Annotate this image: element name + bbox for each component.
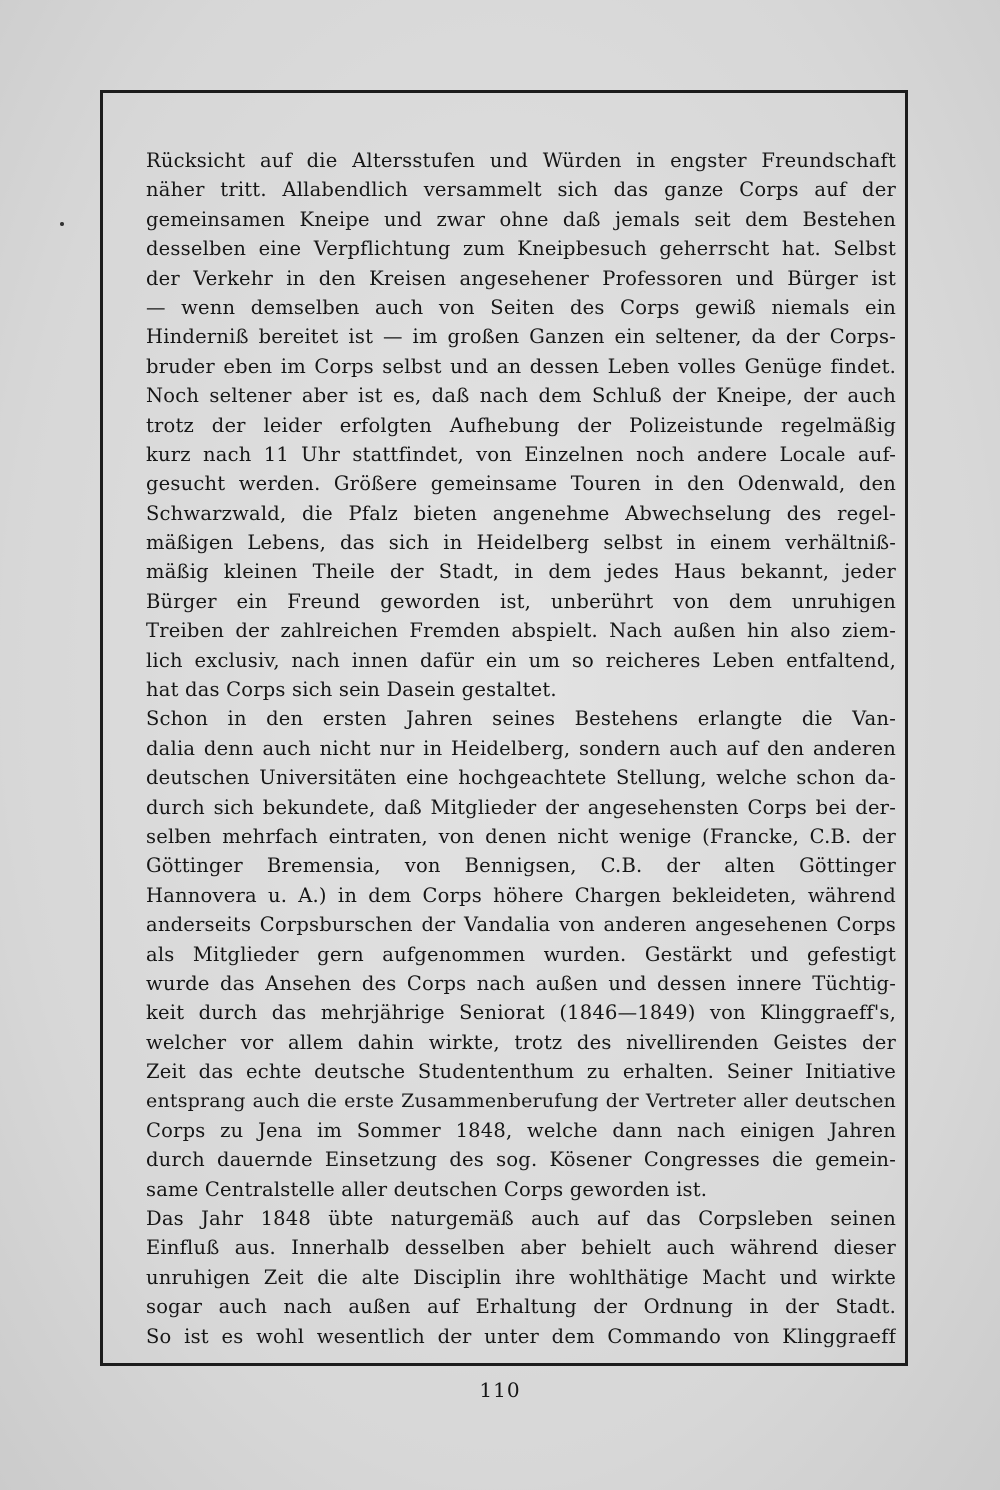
text-line: unruhigen Zeit die alte Disciplin ihre wohlthätige Macht und wirkte	[146, 1265, 896, 1289]
text-line: Rücksicht auf die Altersstufen und Würden in engster Freundschaft	[146, 149, 896, 172]
text-line: Einfluß aus. Innerhalb desselben aber behielt auch während dieser	[146, 1236, 896, 1260]
text-line: Das Jahr 1848 übte naturgemäß auch auf das Corpsleben seinen	[146, 1207, 896, 1231]
text-line: deutschen Universitäten eine hochgeachtete Stellung, welche schon da-	[146, 766, 896, 790]
text-line: Göttinger Bremensia, von Bennigsen, C.B. der alten Göttinger	[146, 854, 896, 878]
text-line: durch dauernde Einsetzung des sog. Kösener Congresses die gemein-	[146, 1148, 896, 1172]
text-line: Noch seltener aber ist es, daß nach dem Schluß der Kneipe, der auch	[146, 384, 896, 408]
text-line: näher tritt. Allabendlich versammelt sich das ganze Corps auf der	[146, 178, 896, 202]
paragraph-end-line: hat das Corps sich sein Dasein gestaltet.	[146, 678, 557, 702]
text-line: Treiben der zahlreichen Fremden abspielt. Nach außen hin also ziem-	[146, 619, 896, 643]
text-line: der Verkehr in den Kreisen angesehener Professoren und Bürger ist	[146, 266, 896, 290]
body-text	[146, 146, 896, 1351]
text-line: welcher vor allem dahin wirkte, trotz des nivellirenden Geistes der	[146, 1030, 896, 1054]
text-line: dalia denn auch nicht nur in Heidelberg, sondern auch auf den anderen	[146, 736, 896, 760]
text-line: mäßigen Lebens, das sich in Heidelberg selbst in einem verhältniß-	[146, 531, 896, 555]
text-line: So ist es wohl wesentlich der unter dem Commando von Klinggraeff	[146, 1324, 896, 1348]
print-speck	[60, 222, 64, 226]
text-line: Schwarzwald, die Pfalz bieten angenehme Abwechselung des regel-	[146, 501, 896, 525]
text-line: gemeinsamen Kneipe und zwar ohne daß jemals seit dem Bestehen	[146, 207, 896, 231]
text-line: sogar auch nach außen auf Erhaltung der Ordnung in der Stadt.	[146, 1295, 896, 1319]
text-line: desselben eine Verpflichtung zum Kneipbesuch geherrscht hat. Selbst	[146, 237, 896, 261]
page-number: 110	[479, 1378, 521, 1402]
text-line: als Mitglieder gern aufgenommen wurden. Gestärkt und gefestigt	[146, 942, 896, 966]
text-line: lich exclusiv, nach innen dafür ein um so reicheres Leben entfaltend,	[146, 648, 896, 672]
text-line: — wenn demselben auch von Seiten des Corps gewiß niemals ein	[146, 295, 896, 319]
text-line: Corps zu Jena im Sommer 1848, welche dann nach einigen Jahren	[146, 1118, 896, 1142]
text-line: Schon in den ersten Jahren seines Bestehens erlangte die Van-	[146, 707, 896, 731]
text-line: Bürger ein Freund geworden ist, unberührt von dem unruhigen	[146, 589, 896, 613]
text-line: keit durch das mehrjährige Seniorat (1846—1849) von Klinggraeff's,	[146, 1001, 896, 1025]
paragraph-end-line: same Centralstelle aller deutschen Corps geworden ist.	[146, 1177, 708, 1201]
text-line: anderseits Corpsburschen der Vandalia von anderen angesehenen Corps	[146, 913, 896, 937]
text-line: Hinderniß bereitet ist — im großen Ganzen ein seltener, da der Corps-	[146, 325, 896, 349]
text-line: bruder eben im Corps selbst und an dessen Leben volles Genüge findet.	[146, 354, 896, 378]
text-line: selben mehrfach eintraten, von denen nicht wenige (Francke, C.B. der	[146, 824, 896, 848]
text-line: Zeit das echte deutsche Studententhum zu erhalten. Seiner Initiative	[146, 1060, 896, 1084]
text-line: gesucht werden. Größere gemeinsame Touren in den Odenwald, den	[146, 472, 896, 496]
text-line: Hannovera u. A.) in dem Corps höhere Chargen bekleideten, während	[146, 883, 896, 907]
text-line: trotz der leider erfolgten Aufhebung der Polizeistunde regelmäßig	[146, 413, 896, 437]
text-line: durch sich bekundete, daß Mitglieder der angesehensten Corps bei der-	[146, 795, 896, 819]
text-line: wurde das Ansehen des Corps nach außen und dessen innere Tüchtig-	[146, 971, 896, 995]
text-line: mäßig kleinen Theile der Stadt, in dem jedes Haus bekannt, jeder	[146, 560, 896, 584]
text-line: kurz nach 11 Uhr stattfindet, von Einzelnen noch andere Locale auf-	[146, 442, 896, 466]
text-line: entsprang auch die erste Zusammenberufung der Vertreter aller deutschen	[146, 1089, 896, 1112]
